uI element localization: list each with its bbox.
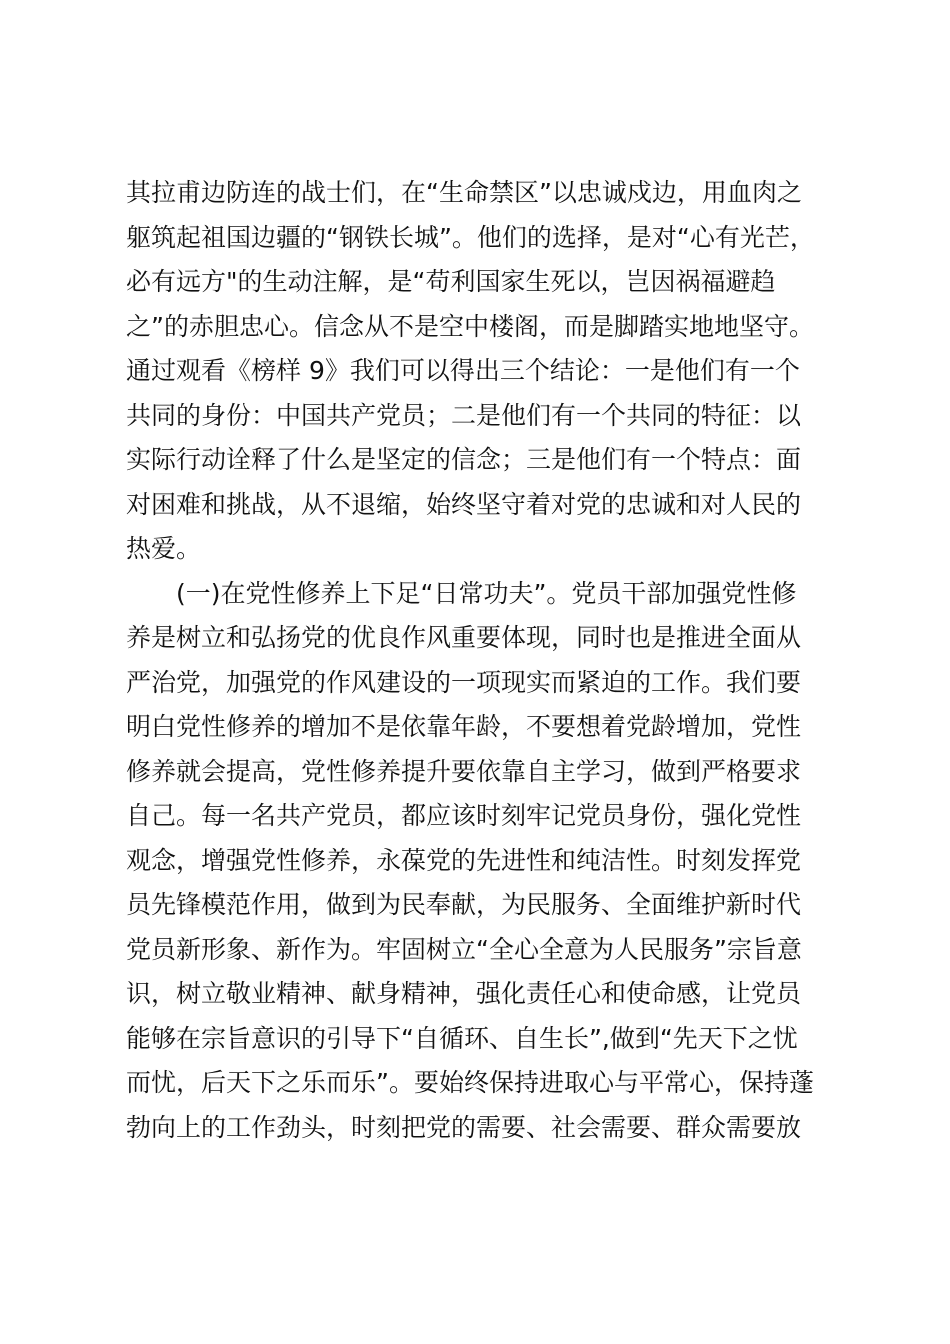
text-line: 实际行动诠释了什么是坚定的信念；三是他们有一个特点：面	[126, 445, 802, 474]
text-line: 通过观看《榜样 9》我们可以得出三个结论：一是他们有一个	[126, 356, 800, 385]
text-line: 严治党，加强党的作风建设的一项现实而紧迫的工作。我们要	[126, 667, 802, 697]
text-line: 对困难和挑战，从不退缩，始终坚守着对党的忠诚和对人民的	[126, 489, 802, 519]
text-line: 其拉甫边防连的战士们，在“生命禁区”以忠诚戍边，用血肉之	[126, 178, 802, 207]
text-line: 勃向上的工作劲头，时刻把党的需要、社会需要、群众需要放	[126, 1112, 802, 1142]
text-line: 而忧，后天下之乐而乐”。要始终保持进取心与平常心，保持蓬	[126, 1068, 814, 1097]
text-line: 养是树立和弘扬党的优良作风重要体现，同时也是推进全面从	[126, 623, 802, 652]
text-line: 必有远方"的生动注解，是“苟利国家生死以，岂因祸福避趋	[126, 267, 776, 296]
text-line: 躯筑起祖国边疆的“钢铁长城”。他们的选择，是对“心有光芒，	[126, 222, 815, 252]
text-line: 观念，增强党性修养，永葆党的先进性和纯洁性。时刻发挥党	[126, 845, 802, 875]
text-line: 共同的身份：中国共产党员；二是他们有一个共同的特征：以	[126, 400, 802, 430]
body-text	[126, 171, 826, 1150]
text-line: 修养就会提高，党性修养提升要依靠自主学习，做到严格要求	[126, 756, 802, 786]
section-heading-line: (一)在党性修养上下足“日常功夫”。党员干部加强党性修	[176, 578, 797, 608]
text-line: 识，树立敬业精神、献身精神，强化责任心和使命感，让党员	[126, 979, 802, 1008]
text-line: 自己。每一名共产党员，都应该时刻牢记党员身份，强化党性	[126, 801, 802, 830]
text-line: 党员新形象、新作为。牢固树立“全心全意为人民服务”宗旨意	[126, 934, 802, 964]
text-line: 能够在宗旨意识的引导下“自循环、自生长”,做到“先天下之忧	[126, 1023, 798, 1053]
text-line: 热爱。	[126, 534, 202, 563]
text-line: 之”的赤胆忠心。信念从不是空中楼阁，而是脚踏实地地坚守。	[126, 311, 814, 341]
text-line: 员先锋模范作用，做到为民奉献，为民服务、全面维护新时代	[126, 890, 802, 919]
text-line: 明白党性修养的增加不是依靠年龄，不要想着党龄增加，党性	[126, 712, 802, 741]
